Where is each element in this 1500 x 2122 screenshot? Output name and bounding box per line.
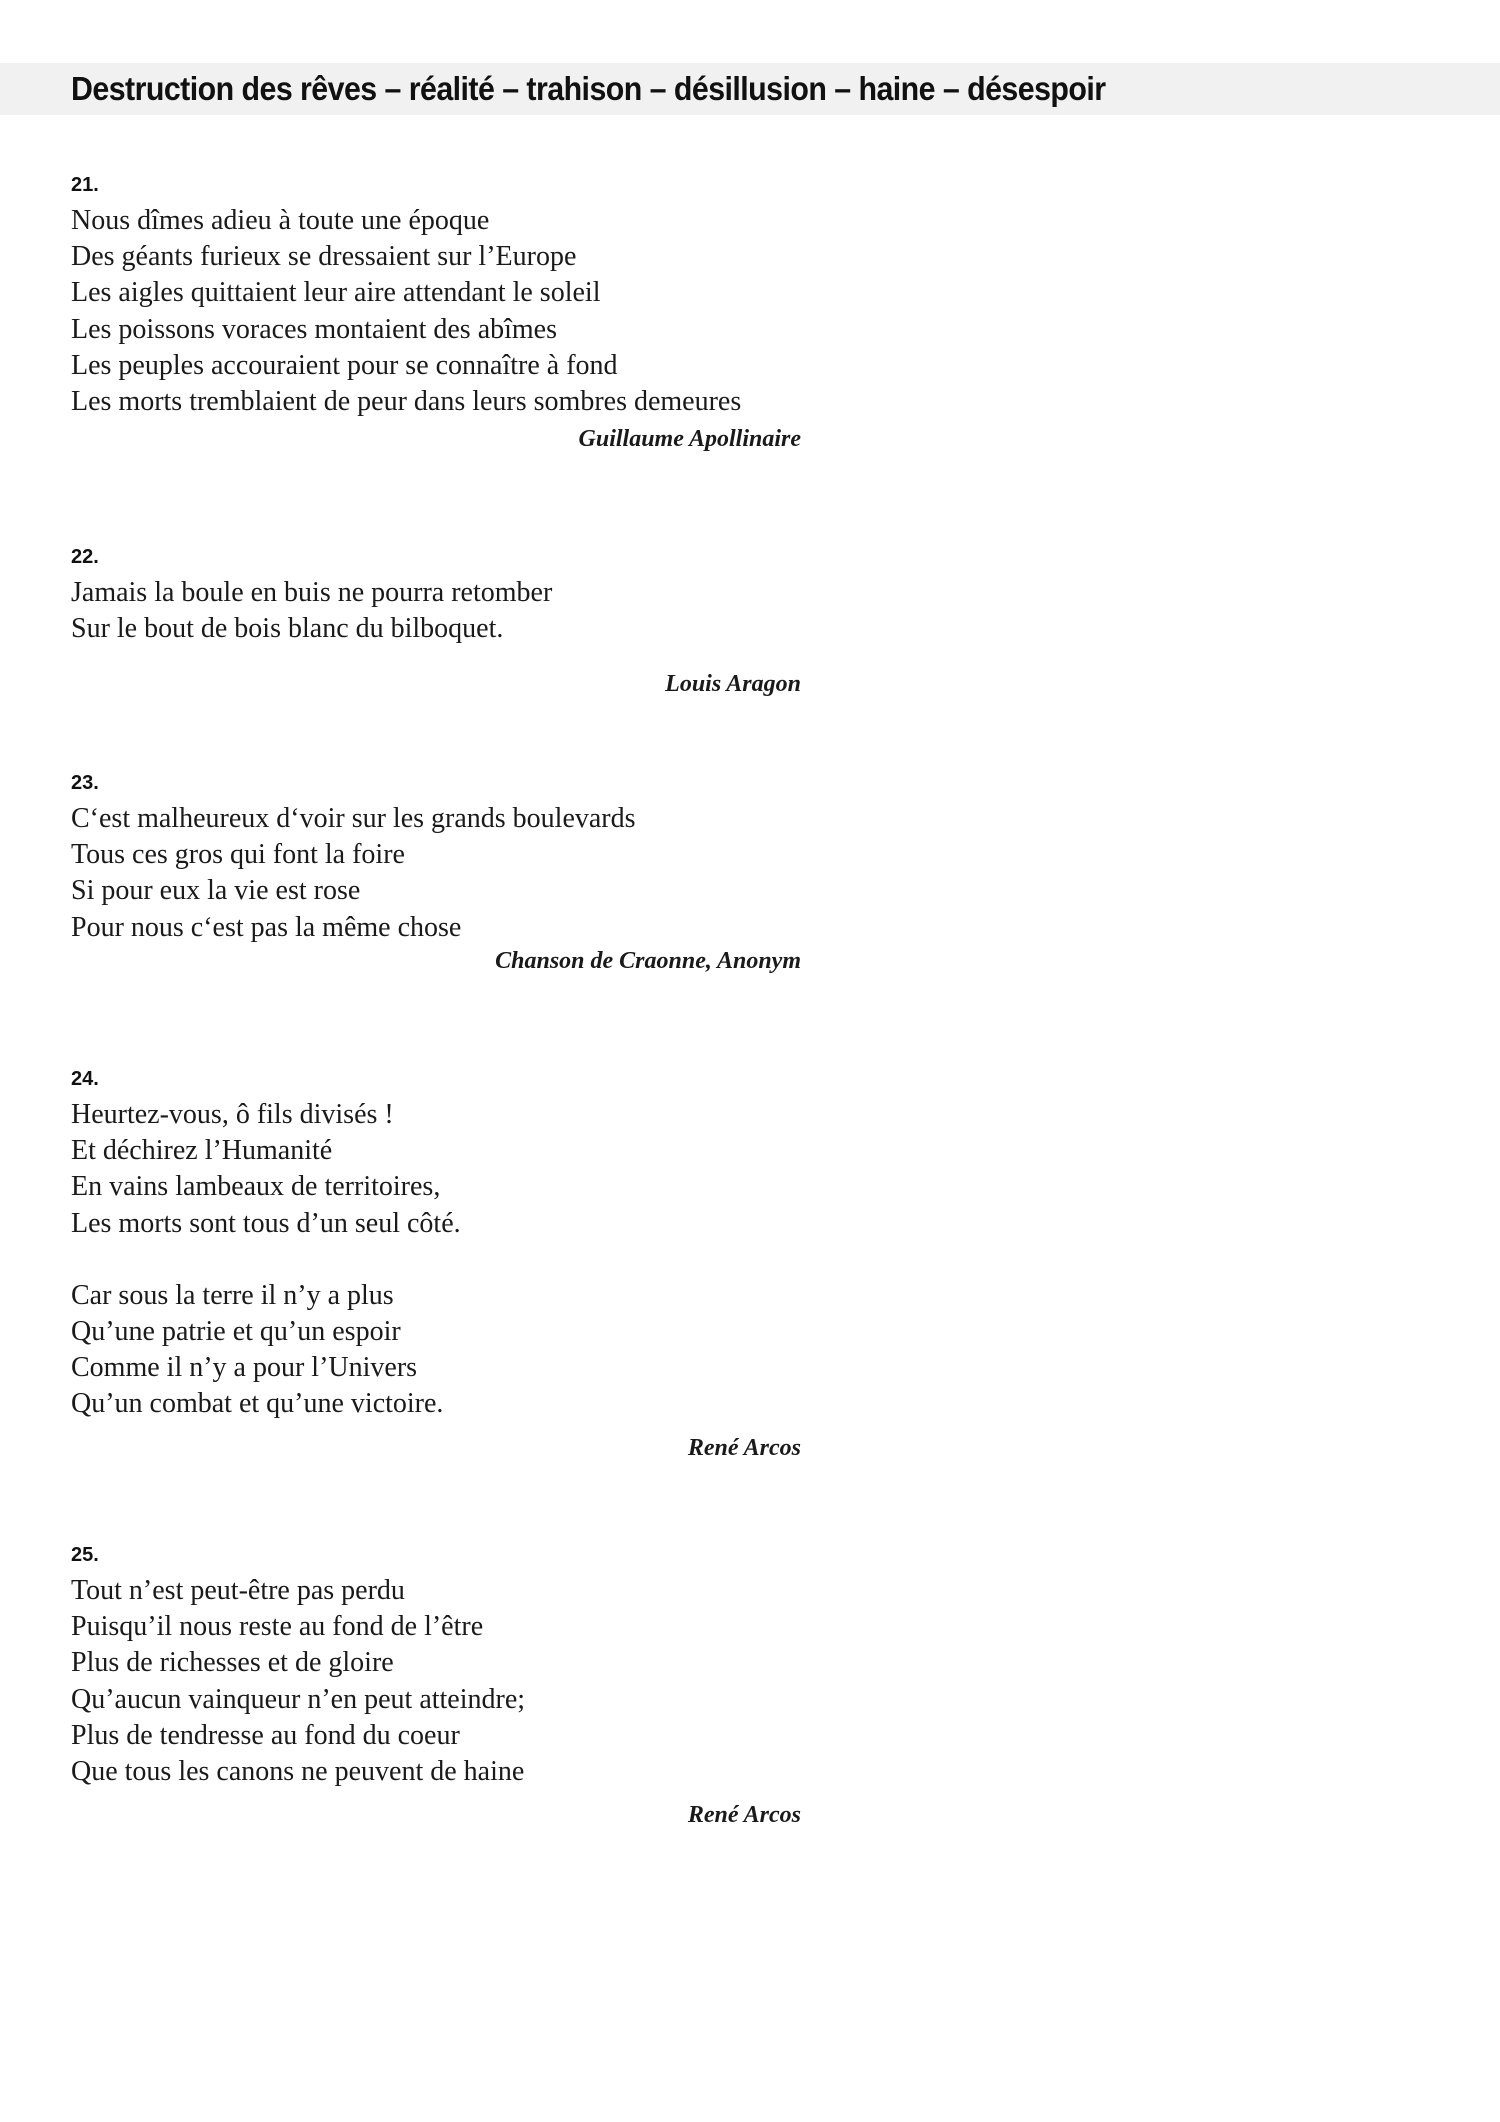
poem-23 <box>71 771 801 976</box>
poem-line: Et déchirez l’Humanité <box>71 1135 333 1167</box>
poem-line: Qu’une patrie et qu’un espoir <box>71 1315 401 1347</box>
stanza <box>71 203 801 420</box>
poem-line: C‘est malheureux d‘voir sur les grands boulevards <box>71 803 636 834</box>
poem-line: Heurtez-vous, ô fils divisés ! <box>71 1099 394 1130</box>
poem-line: Que tous les canons ne peuvent de haine <box>71 1755 525 1787</box>
poem-25 <box>71 1543 801 1830</box>
poem-line: Pour nous c‘est pas la même chose <box>71 911 462 943</box>
poem-author: Guillaume Apollinaire <box>578 426 801 453</box>
poem-line: Comme il n’y a pour l’Univers <box>71 1352 418 1384</box>
poem-author: Chanson de Craonne, Anonym <box>495 947 801 974</box>
poem-number: 22. <box>71 546 99 568</box>
poem-line: Tous ces gros qui font la foire <box>71 839 405 871</box>
poem-line: Plus de richesses et de gloire <box>71 1647 394 1679</box>
poem-number: 23. <box>71 772 99 794</box>
poem-number: 25. <box>71 1544 99 1566</box>
poem-line: Tout n’est peut-être pas perdu <box>71 1575 405 1606</box>
poem-line: Les poissons voraces montaient des abîmes <box>71 313 558 345</box>
poem-line: Si pour eux la vie est rose <box>71 875 361 907</box>
poem-line: Les morts tremblaient de peur dans leurs sombres demeures <box>71 385 742 417</box>
stanza <box>71 801 801 946</box>
poem-line: Qu’aucun vainqueur n’en peut atteindre; <box>71 1683 526 1715</box>
poem-author: René Arcos <box>687 1434 801 1461</box>
poem-24 <box>71 1067 801 1463</box>
stanza <box>71 575 801 647</box>
stanza <box>71 1278 801 1423</box>
poem-line: Sur le bout de bois blanc du bilboquet. <box>71 613 504 645</box>
poem-line: En vains lambeaux de territoires, <box>71 1171 441 1203</box>
poem-line: Jamais la boule en buis ne pourra retomber <box>71 577 553 608</box>
poem-line: Puisqu’il nous reste au fond de l’être <box>71 1611 484 1643</box>
poem-line: Car sous la terre il n’y a plus <box>71 1279 394 1311</box>
poem-line: Des géants furieux se dressaient sur l’Europe <box>71 241 577 273</box>
poem-21 <box>71 173 801 454</box>
poem-number: 24. <box>71 1068 99 1090</box>
poem-line: Plus de tendresse au fond du coeur <box>71 1719 460 1751</box>
poem-line: Les morts sont tous d’un seul côté. <box>71 1207 461 1239</box>
poem-22 <box>71 545 801 699</box>
stanza-gap <box>71 1242 801 1278</box>
stanza <box>71 1097 801 1242</box>
poem-number: 21. <box>71 174 99 196</box>
stanza <box>71 1573 801 1790</box>
poem-line: Nous dîmes adieu à toute une époque <box>71 205 490 236</box>
poem-author: Louis Aragon <box>665 671 801 698</box>
poem-line: Les aigles quittaient leur aire attendant le soleil <box>71 277 601 309</box>
poem-author: René Arcos <box>687 1802 801 1829</box>
poem-line: Les peuples accouraient pour se connaître à fond <box>71 349 618 381</box>
poem-line: Qu’un combat et qu’une victoire. <box>71 1388 444 1420</box>
page-title: Destruction des rêves – réalité – trahison – désillusion – haine – désespoir <box>71 70 1106 107</box>
